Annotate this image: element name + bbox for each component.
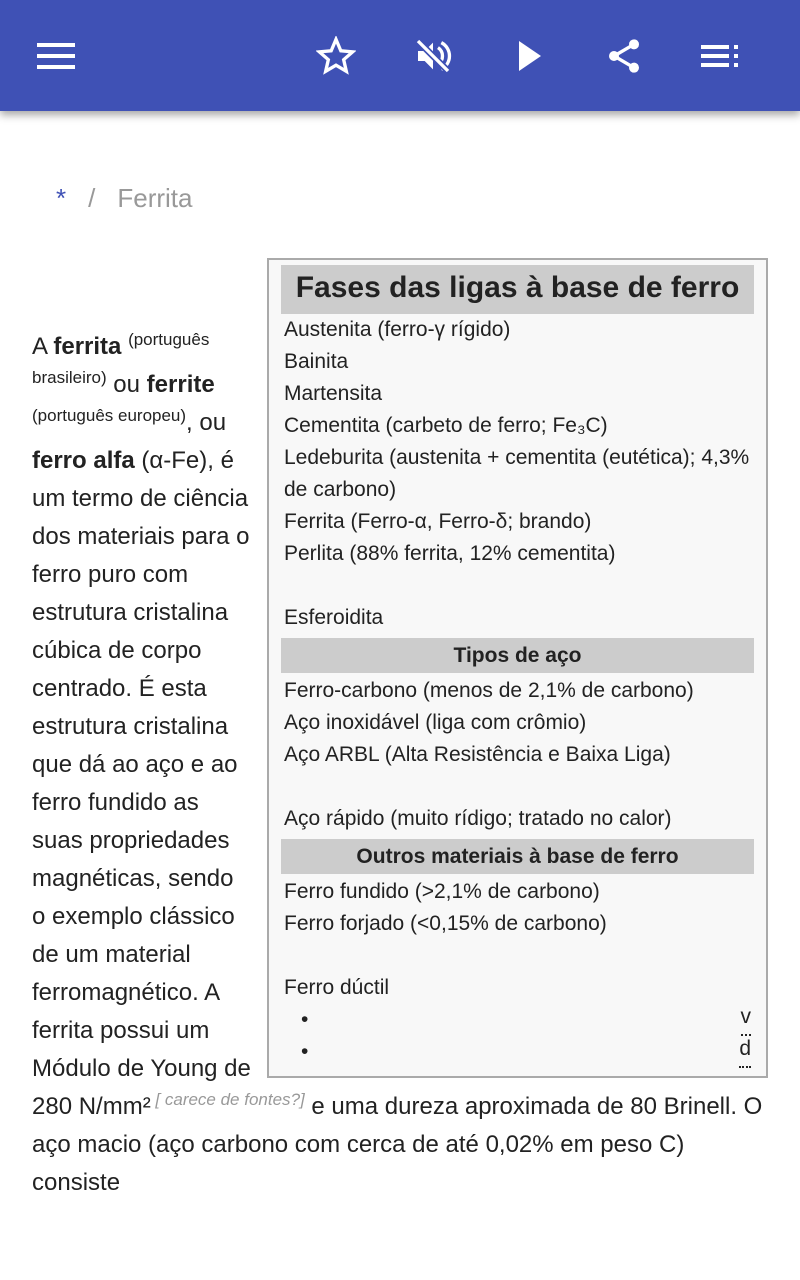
infobox-link[interactable]: Ferro forjado (<0,15% de carbono) (284, 912, 607, 935)
infobox (267, 258, 768, 1078)
infobox-link[interactable]: Ledeburita (austenita + cementita (eutética); 4,3% de carbono) (284, 446, 750, 501)
breadcrumb-separator: / (88, 183, 96, 213)
infobox-link[interactable]: Bainita (284, 350, 349, 373)
app-bar (0, 0, 800, 111)
share-icon[interactable] (601, 33, 647, 79)
infobox-link[interactable]: Ferro-carbono (menos de 2,1% de carbono) (284, 679, 694, 702)
infobox-title: Fases das ligas à base de ferro (281, 265, 754, 314)
infobox-section-title: Tipos de aço (281, 638, 754, 673)
infobox-link[interactable]: Aço inoxidável (liga com crômio) (284, 711, 587, 734)
breadcrumb-home-link[interactable]: * (56, 183, 67, 213)
article-content (32, 258, 768, 1202)
infobox-link[interactable]: Martensita (284, 382, 383, 405)
breadcrumb (56, 183, 192, 214)
infobox-section-title: Outros materiais à base de ferro (281, 839, 754, 874)
menu-icon[interactable] (33, 33, 79, 79)
infobox-link[interactable]: Austenita (ferro-γ rígido) (284, 318, 511, 341)
view-template-link[interactable]: v (741, 1004, 752, 1036)
play-icon[interactable] (507, 33, 553, 79)
infobox-link[interactable]: Ferrita (Ferro-α, Ferro-δ; brando) (284, 510, 592, 533)
infobox-link[interactable]: Aço ARBL (Alta Resistência e Baixa Liga) (284, 743, 671, 766)
navbox-links: • v (281, 1004, 754, 1036)
citation-needed-link[interactable]: [ carece de fontes?] (150, 1090, 305, 1109)
article-paragraph: A ferrita $^{(português brasileiro)}$ ou ferrite $^{(português europeu)}$, ou ferro alfa (α-Fe), é um termo de ciência dos materiais para o ferro puro com estrutura cristalina cúbica de corpo centrado. É esta estrutura cristalina que dá ao aço e ao ferro fundido as suas propriedades magnéticas, sendo o exemplo clássico de um material ferromagnético. A ferrita possui um Módulo de Young de 280 N/mm² [ carece de fontes?] e uma dureza aproximada de 80 Brinell. O aço macio (aço carbono com cerca de até 0,02% em peso C) consiste (32, 330, 763, 1196)
infobox-link[interactable]: Ferro fundido (>2,1% de carbono) (284, 880, 600, 903)
infobox-link[interactable]: Ferro dúctil (284, 976, 390, 999)
breadcrumb-current: Ferrita (117, 183, 193, 213)
infobox-link[interactable]: Cementita (carbeto de ferro; Fe₃C) (284, 414, 608, 437)
infobox-link[interactable]: Aço rápido (muito rídigo; tratado no calor) (284, 807, 672, 830)
infobox-link[interactable]: Esferoidita (284, 606, 384, 629)
playlist-icon[interactable] (697, 33, 743, 79)
discuss-template-link[interactable]: d (739, 1036, 751, 1068)
star-icon[interactable] (313, 33, 359, 79)
volume-off-icon[interactable] (410, 33, 456, 79)
navbox-links: • d (281, 1036, 754, 1068)
infobox-link[interactable]: Perlita (88% ferrita, 12% cementita) (284, 542, 616, 565)
